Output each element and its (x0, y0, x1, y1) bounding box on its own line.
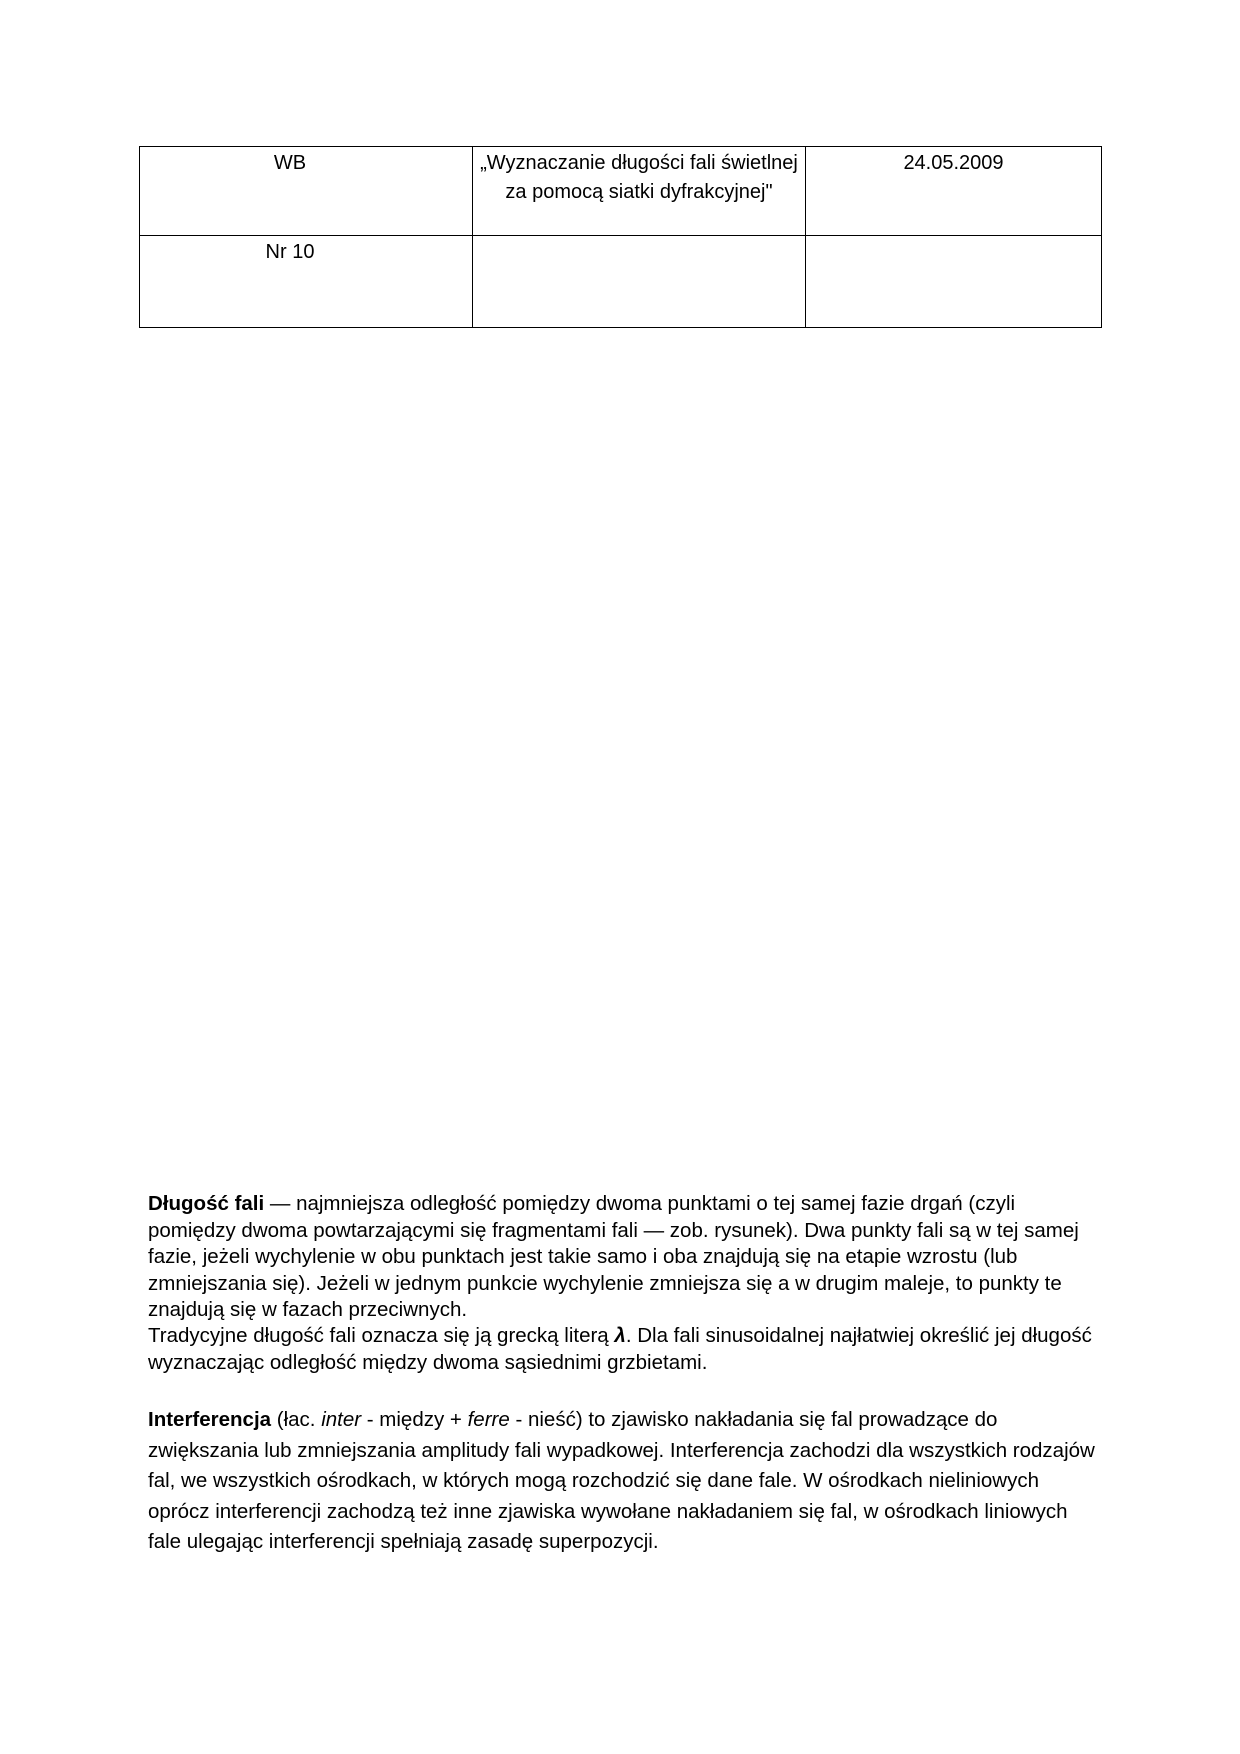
wavelength-text: — najmniejsza odległość pomiędzy dwoma punktami o tej samej fazie drgań (czyli pomiędzy dwoma powtarzającymi się fragmentami fali — zob. rysunek). Dwa punkty fali są w tej samej fazie, jeżeli wychylenie w obu punktach jest takie samo i oba znajdują się na etapie wzrostu (lub zmniejszania się). Jeżeli w jednym punkcie wychylenie zmniejsza się a w drugim maleje, to punkty te znajdują się w fazach przeciwnych. (148, 1192, 1079, 1321)
table-row (140, 147, 1102, 236)
interference-text-a: (łac. (271, 1408, 322, 1431)
experiment-date: 24.05.2009 (903, 152, 1004, 174)
experiment-title: „Wyznaczanie długości fali świetlnej za pomocą siatki dyfrakcyjnej" (480, 152, 798, 203)
experiment-number: Nr 10 (265, 241, 315, 263)
table-cell-empty (806, 236, 1102, 328)
wavelength-text-3: . Dla fali sinusoidalnej najłatwiej określić jej długość wyznaczając odległość między dwoma sąsiednimi grzbietami. (148, 1324, 1092, 1374)
wavelength-text-2: Tradycyjne długość fali oznacza się ją grecką literą (148, 1324, 615, 1347)
group-label: WB (273, 152, 307, 174)
word-ferre: ferre (467, 1408, 510, 1431)
word-inter: inter (321, 1408, 362, 1431)
table-row (140, 236, 1102, 328)
interference-paragraph (148, 1405, 1098, 1558)
wavelength-term: Długość fali (148, 1192, 265, 1215)
table-cell-title (473, 147, 806, 236)
table-cell-empty (473, 236, 806, 328)
lambda-symbol: λ (614, 1324, 626, 1347)
interference-text-b: - między + (361, 1408, 468, 1431)
table-cell-group (140, 147, 473, 236)
table-cell-date (806, 147, 1102, 236)
interference-term: Interferencja (148, 1408, 272, 1431)
interference-text-c: - nieść) to zjawisko nakładania się fal prowadzące do zwiększania lub zmniejszania amplitudy fali wypadkowej. Interferencja zachodzi dla wszystkich rodzajów fal, we wszystkich ośrodkach, w których mogą rozchodzić się dane fale. W ośrodkach nieliniowych oprócz interferencji zachodzą też inne zjawiska wywołane nakładaniem się fal, w ośrodkach liniowych fale ulegając interferencji spełniają zasadę superpozycji. (148, 1408, 1095, 1553)
header-table (139, 146, 1102, 328)
table-cell-number (140, 236, 473, 328)
wavelength-symbol-paragraph (148, 1323, 1098, 1376)
wavelength-definition (148, 1191, 1098, 1324)
